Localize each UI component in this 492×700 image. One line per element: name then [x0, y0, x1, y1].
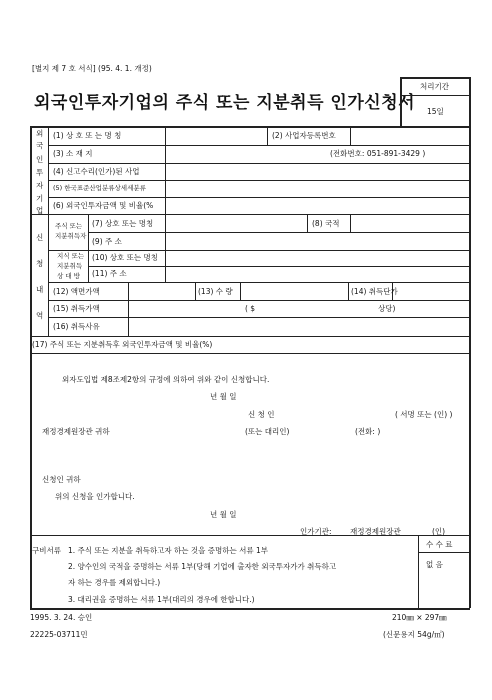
- field-transferor-name: (10) 상호 또는 명칭: [92, 253, 159, 262]
- field-industry-class: (5) 한국표준산업분류상세세분류: [53, 184, 146, 192]
- attachments-label: 구비서류: [32, 546, 61, 555]
- field-transferor-address: (11) 주 소: [92, 269, 127, 278]
- field-approved-business: (4) 신고수리(인가)된 사업: [53, 167, 140, 176]
- acquirer-label: 주식 또는: [55, 222, 83, 230]
- processing-period-value: 15일: [427, 107, 444, 116]
- approval-statement: 위의 신청을 인가합니다.: [55, 492, 135, 501]
- attachment-item-1: 1. 주식 또는 지분을 취득하고자 하는 것을 증명하는 서류 1부: [68, 546, 269, 555]
- applicant-sign: ( 서명 또는 (인) ): [395, 410, 453, 419]
- approval-date: 년 월 일: [210, 510, 237, 519]
- approval-to: 신청인 귀하: [42, 475, 81, 484]
- field-investment-amount: (6) 외국인투자금액 및 비율(%: [53, 201, 154, 210]
- attachment-item-3: 3. 대리권을 증명하는 서류 1부(대리의 경우에 한합니다.): [68, 595, 255, 604]
- field-phone: (전화번호: 051-891-3429 ): [330, 149, 426, 158]
- form-number: [별지 제 7 호 서식] (95. 4. 1. 개정): [32, 64, 152, 73]
- field-acquisition-reason: (16) 취득사유: [53, 322, 100, 331]
- authority-label: 인가기관:: [300, 527, 332, 536]
- applicant-label: 신 청 인: [248, 410, 275, 419]
- field-acquisition-price: (15) 취득가액: [53, 304, 100, 313]
- declaration-date: 년 월 일: [210, 392, 237, 401]
- field-company-name: (1) 상 호 또 는 명 칭: [53, 131, 122, 140]
- field-address: (3) 소 재 지: [53, 149, 93, 158]
- field-unit-price: (14) 취득단가: [351, 287, 398, 296]
- field-par-value: (12) 액면가액: [53, 287, 100, 296]
- attachment-item-2-cont: 자 하는 경우를 제외합니다.): [68, 578, 161, 587]
- fee-value: 없 음: [426, 560, 443, 569]
- page-title: 외국인투자기업의 주식 또는 지분취득 인가신청서: [34, 93, 416, 113]
- authority-seal: (인): [432, 527, 446, 536]
- footer-code: 22225-03711민: [30, 630, 88, 639]
- field-acquirer-address: (9) 주 소: [92, 237, 122, 246]
- fee-label: 수 수 료: [426, 540, 453, 549]
- field-nationality: (8) 국적: [312, 219, 340, 228]
- field-quantity: (13) 수 량: [198, 287, 233, 296]
- field-post-investment-ratio: (17) 주식 또는 지분취득후 외국인투자금액 및 비율(%): [32, 340, 213, 349]
- field-acquirer-name: (7) 상호 또는 명칭: [92, 219, 154, 228]
- proxy-label: (또는 대리인): [245, 427, 290, 436]
- field-dollar-equiv: 상당): [378, 304, 396, 313]
- applicant-phone: (전화: ): [355, 427, 381, 436]
- footer-paper: (신문용지 54g/㎡): [383, 630, 445, 639]
- declaration-statement: 외자도입법 제8조제2항의 규정에 의하여 위와 같이 신청합니다.: [62, 375, 270, 384]
- field-business-reg-number: (2) 사업자등록번호: [272, 131, 336, 140]
- attachment-item-2: 2. 양수인의 국적을 증명하는 서류 1부(당해 기업에 출자한 외국투자가가 취득하고: [68, 562, 337, 571]
- transferor-label: 지식 또는: [57, 252, 85, 260]
- footer-size: 210㎜ × 297㎜: [392, 613, 447, 622]
- footer-approved: 1995. 3. 24. 승인: [30, 613, 93, 622]
- processing-period-label: 처리기간: [420, 82, 449, 91]
- field-dollar-open: ( $: [245, 304, 256, 313]
- authority-name: 재정경제원장관: [350, 527, 401, 536]
- addressee: 재정경제원장관 귀하: [42, 427, 110, 436]
